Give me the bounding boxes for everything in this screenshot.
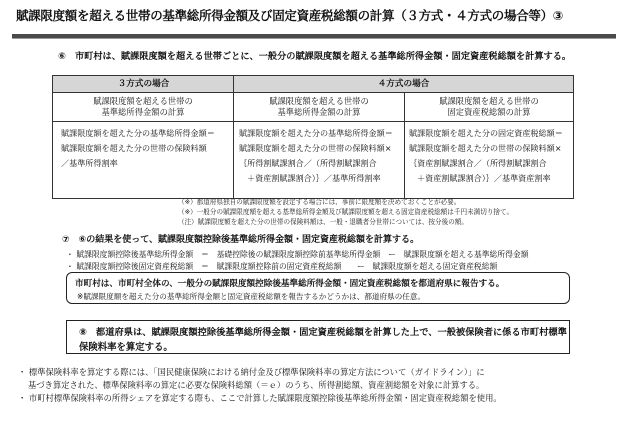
col-divider (233, 76, 234, 198)
title-divider (12, 34, 616, 39)
col3-sub-line1: 賦課限度額を超える世帯の (93, 96, 193, 106)
col4-left-body-line3: ｛所得割賦課割合／（所得割賦課割合 (239, 158, 377, 168)
report-box (66, 272, 570, 304)
col4-right-sub-line2: 固定資産税総額の計算 (447, 107, 531, 117)
col4-right-sub-line1: 賦課限度額を超える世帯の (439, 96, 539, 106)
col4-left-sub-line1: 賦課限度額を超える世帯の (269, 96, 369, 106)
col3-body-line3: ／基準所得割率 (61, 158, 118, 168)
notes (178, 197, 513, 227)
col3-body-line2: 賦課限度額を超えた分の世帯の保険料額 (61, 143, 207, 153)
col4-left-sub-line2: 基準総所得金額の計算 (277, 107, 361, 117)
footer-bullet-2: ・ 市町村標準保険料率の所得シェアを算定する際も、ここで計算した賦課限度額控除後基準総所得金額・固定資産税総額を使用。 (18, 393, 502, 403)
footer-bullet-1-cont: 基づき算定された、標準保険料率の算定に必要な保険料総額（＝ｅ）のうち、所得割総額、資産割総額を対象に計算する。 (28, 380, 485, 390)
col3-body-line1: 賦課限度額を超えた分の基準総所得金額＝ (61, 128, 215, 138)
page-title: 賦課限度額を超える世帯の基準総所得金額及び固定資産税総額の計算（３方式・４方式の場合等）③ (16, 8, 564, 23)
col4-right-body-line2: 賦課限度額を超えた分の世帯の保険料額× (409, 143, 562, 153)
section8-line1: ⑧ 都道府県は、賦課限度額控除後基準総所得金額・固定資産税総額を計算した上で、一般被保険者に係る市町村標準 (79, 327, 567, 338)
sub-divider (53, 121, 573, 122)
note-3: （注）賦課限度額を超えた分の世帯の保険料額は、一般・退職者分世帯については、按分後の額。 (178, 218, 468, 226)
report-box-line2: ※賦課限度額を超えた分の基準総所得金額と固定資産税総額を報告するかどうかは、都道府県の任意。 (77, 292, 426, 301)
col4-header: ４方式の場合 (234, 76, 573, 93)
section8-box (66, 320, 570, 354)
col4-left-body-line1: 賦課限度額を超えた分の基準総所得金額＝ (239, 128, 393, 138)
section8-line2: 保険料率を算定する。 (79, 342, 173, 353)
calc-table (52, 75, 574, 199)
col4-left-body-line4: ＋資産割賦課割合）｝／基準所得割率 (247, 173, 381, 183)
footer-bullet-1: ・ 標準保険料率を算定する際には、「国民健康保険における納付金及び標準保険料率の算定方法について（ガイドライン）」に (18, 367, 485, 377)
section6-heading: ⑥ 市町村は、賦課限度額を超える世帯ごとに、一般分の賦課限度額を超える基準総所得金額・固定資産税総額を計算する。 (58, 51, 572, 62)
col4-right-body-line4: ＋資産割賦課割合）｝／基準資産割率 (417, 173, 551, 183)
col4-right-body-line1: 賦課限度額を超えた分の固定資産税総額＝ (409, 128, 563, 138)
col3-sub-line2: 基準総所得金額の計算 (101, 107, 185, 117)
section7-bullet-1: ・ 賦課限度額控除後基準総所得金額 ＝ 基礎控除後の賦課限度額控除前基準総所得金額 ー 賦課限度額を超える基準総所得金額 (66, 250, 529, 259)
note-1: （※）都道府県独自の賦課限度額を設定する場合には、事前に限度額を決めておくことが必要。 (178, 198, 461, 206)
section7-heading: ⑦ ⑥の結果を使って、賦課限度額控除後基準総所得金額・固定資産税総額を計算する。 (62, 235, 420, 245)
col4-right-body-line3: ｛資産割賦課割合／（所得割賦課割合 (409, 158, 547, 168)
note-2: （※）一般分の賦課限度額を超える基準総所得金額及び賦課限度額を超える固定資産税総額は千円未満切り捨て。 (178, 208, 514, 216)
col3-header: ３方式の場合 (53, 76, 234, 93)
section7-bullet-2: ・ 賦課限度額控除後固定資産税総額 ＝ 賦課限度額控除前の固定資産税総額 ー 賦課限度額を超える固定資産税総額 (66, 262, 498, 271)
col4-left-body-line2: 賦課限度額を超えた分の世帯の保険料額× (239, 143, 392, 153)
report-box-line1: 市町村は、市町村全体の、一般分の賦課限度額控除後基準総所得金額・固定資産税総額を都道府県に報告する。 (75, 279, 505, 289)
